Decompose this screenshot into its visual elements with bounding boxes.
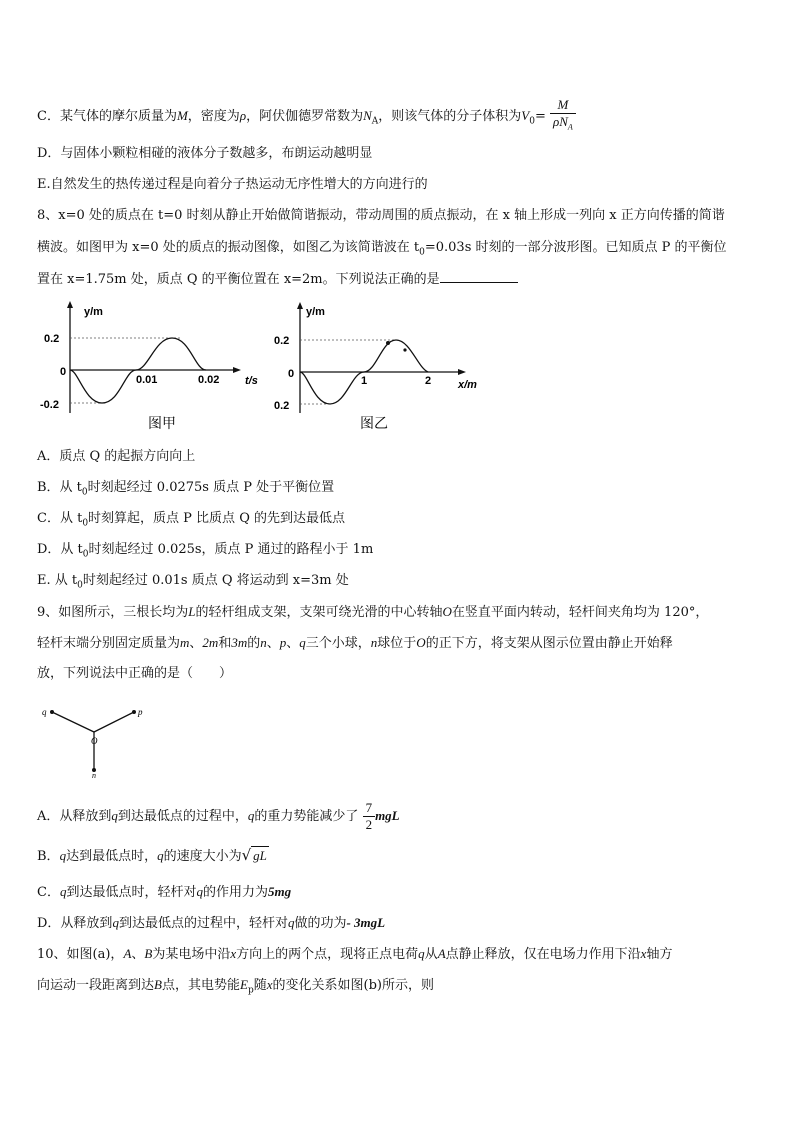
q9-option-a: A．从释放到q到达最低点的过程中，q的重力势能减少了 $\frac{7}{2}$ mgL xyxy=(37,800,400,832)
xtick-1: 1 xyxy=(361,375,368,387)
caption: 图甲 xyxy=(148,416,176,432)
xlabel: t/s xyxy=(245,375,258,387)
q8-stem-line1: 8、x=0 处的质点在 t=0 时刻从静止开始做简谐振动，带动周围的质点振动，在 x 轴上形成一列向 x 正方向传播的简谐 xyxy=(37,208,725,223)
q8-stem-line3: 置在 x=1.75m 处，质点 Q 的平衡位置在 x=2m。下列说法正确的是 xyxy=(37,270,518,289)
particle-p-dot xyxy=(386,341,390,345)
figure-yi-waveform xyxy=(270,298,500,438)
ball-p xyxy=(132,710,136,714)
x-axis-arrow xyxy=(458,369,466,375)
q8-option-a: A．质点 Q 的起振方向向上 xyxy=(37,449,196,464)
sqrt-radicand: gL xyxy=(253,848,267,863)
xtick-1: 0.01 xyxy=(136,374,158,386)
q7-option-e: E.自然发生的热传递过程是向着分子热运动无序性增大的方向进行的 xyxy=(37,177,428,192)
y-axis-arrow xyxy=(297,302,303,309)
rod-q xyxy=(52,712,94,732)
caption: 图乙 xyxy=(360,416,388,432)
molecule-volume-fraction: $\frac{M}{\rho N_A}$ xyxy=(550,97,576,136)
q8-option-e: E. 从 $t_0$时刻起经过 0.01s 质点 Q 将运动到 x=3m 处 xyxy=(37,573,349,591)
ball-q xyxy=(50,710,54,714)
xtick-2: 2 xyxy=(425,375,432,387)
sqrt-symbol: √ xyxy=(241,846,252,864)
figure-rod-frame xyxy=(38,700,148,780)
q7-option-d: D．与固体小颗粒相碰的液体分子数越多，布朗运动越明显 xyxy=(37,146,373,161)
q9-stem-line1: 9、如图所示，三根长均为L的轻杆组成支架，支架可绕光滑的中心转轴O在竖直平面内转动，轻杆间夹角均为 120°， xyxy=(37,604,709,620)
xlabel: x/m xyxy=(458,379,477,391)
q9-stem-line2: 轻杆末端分别固定质量为m、2m和3m的n、p、q三个小球，n球位于O的正下方，将支架从图示位置由静止开始释 xyxy=(37,635,673,651)
x-axis-arrow xyxy=(233,367,241,373)
particle-q-dot xyxy=(403,348,406,351)
q9-stem-line3: 放，下列说法中正确的是（ ） xyxy=(37,666,233,681)
q7-option-c: C．某气体的摩尔质量为M，密度为ρ，阿伏伽德罗常数为$N_A$，则该气体的分子体积为$V_0=$ $\frac{M}{\rho N_A}$ xyxy=(37,96,576,136)
q8-option-b: B．从 $t_0$时刻起经过 0.0275s 质点 P 处于平衡位置 xyxy=(37,480,335,498)
ytick-zero: 0 xyxy=(288,368,295,380)
figure-jia-vibration-graph xyxy=(40,298,270,436)
label-p: p xyxy=(138,707,143,717)
ylabel: y/m xyxy=(306,306,325,318)
rod-p xyxy=(94,712,134,732)
label-n: n xyxy=(92,771,96,780)
ytick-zero: 0 xyxy=(60,366,67,378)
label-o: O xyxy=(91,736,98,746)
label-q: q xyxy=(42,707,47,717)
q10-stem-line1: 10、如图(a)，A、B为某电场中沿x方向上的两个点，现将正点电荷q从A点静止释放，仅在电场力作用下沿x轴方 xyxy=(37,946,673,962)
fraction-seven-halves: $\frac{7}{2}$ xyxy=(363,800,376,833)
q8-option-c: C．从 $t_0$时刻算起，质点 P 比质点 Q 的先到达最低点 xyxy=(37,511,345,529)
ytick-top: 0.2 xyxy=(274,335,290,347)
ytick-bottom: -0.2 xyxy=(40,399,59,411)
xtick-2: 0.02 xyxy=(198,374,220,386)
ytick-bottom: 0.2 xyxy=(274,400,290,412)
q9-option-b: B．q达到最低点时，q的速度大小为√ gL xyxy=(37,846,267,864)
q9-option-d: D．从释放到q到达最低点的过程中，轻杆对q做的功为- 3mgL xyxy=(37,915,386,931)
q10-stem-line2: 向运动一段距离到达B点，其电势能$E_p$随x的变化关系如图(b)所示，则 xyxy=(37,977,434,996)
q8-option-d: D．从 $t_0$时刻起经过 0.025s，质点 P 通过的路程小于 1m xyxy=(37,542,374,560)
ylabel: y/m xyxy=(84,306,103,318)
y-axis-arrow xyxy=(67,301,73,308)
answer-blank[interactable] xyxy=(440,270,518,283)
ytick-top: 0.2 xyxy=(44,333,60,345)
q9-option-c: C．q到达最低点时，轻杆对q的作用力为5mg xyxy=(37,884,292,900)
q8-stem-line2: 横波。如图甲为 x=0 处的质点的振动图像，如图乙为该简谐波在 $t_0=0.03s$ 时刻的一部分波形图。已知质点 P 的平衡位 xyxy=(37,240,727,258)
